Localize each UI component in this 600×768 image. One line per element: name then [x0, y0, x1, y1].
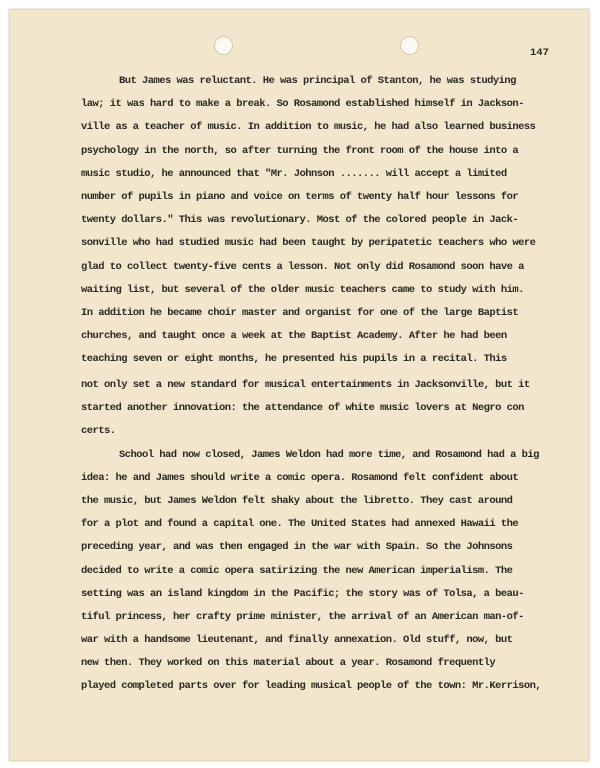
text-line: number of pupils in piano and voice on terms of twenty half hour lessons for: [81, 190, 519, 203]
text-line: tiful princess, her crafty prime minister, the arrival of an American man-of-: [81, 610, 524, 623]
punch-hole-left: [214, 36, 233, 55]
page-number: 147: [530, 47, 549, 59]
text-line: for a plot and found a capital one. The United States had annexed Hawaii the: [81, 518, 519, 531]
paragraph-section-two: [81, 374, 561, 699]
text-line: psychology in the north, so after turning the front room of the house into a: [81, 144, 519, 157]
text-line: teaching seven or eight months, he presented his pupils in a recital. This: [81, 353, 507, 366]
text-line: decided to write a comic opera satirizing the new American imperialism. The: [81, 564, 513, 577]
text-line: School had now closed, James Weldon had more time, and Rosamond had a big: [119, 448, 539, 461]
text-line: certs.: [81, 425, 116, 438]
text-line: In addition he became choir master and organist for one of the large Baptist: [81, 306, 519, 319]
text-line: preceding year, and was then engaged in the war with Spain. So the Johnsons: [81, 541, 513, 554]
text-line: not only set a new standard for musical entertainments in Jacksonville, but it: [81, 379, 530, 391]
text-line: music studio, he announced that "Mr. Johnson ....... will accept a limited: [81, 167, 507, 180]
text-line: setting was an island kingdom in the Pacific; the story was of Tolsa, a beau-: [81, 587, 524, 600]
paragraph-section-one: [81, 70, 561, 371]
text-line: ville as a teacher of music. In addition to music, he had also learned business: [81, 121, 536, 134]
text-line: twenty dollars." This was revolutionary. Most of the colored people in Jack-: [81, 214, 519, 227]
text-line: glad to collect twenty-five cents a lesson. Not only did Rosamond soon have a: [81, 260, 524, 273]
text-line: But James was reluctant. He was principal of Stanton, he was studying: [119, 75, 516, 87]
punch-hole-right: [400, 36, 419, 55]
typewritten-page: [9, 9, 589, 761]
text-line: idea: he and James should write a comic opera. Rosamond felt confident about: [81, 471, 519, 484]
text-line: waiting list, but several of the older music teachers came to study with him.: [81, 283, 524, 296]
text-line: played completed parts over for leading musical people of the town: Mr.Kerrison,: [81, 680, 542, 693]
text-line: churches, and taught once a week at the Baptist Academy. After he had been: [81, 330, 507, 343]
text-line: sonville who had studied music had been taught by peripatetic teachers who were: [81, 237, 536, 250]
text-line: new then. They worked on this material about a year. Rosamond frequently: [81, 657, 496, 670]
text-line: the music, but James Weldon felt shaky about the libretto. They cast around: [81, 494, 513, 507]
text-line: started another innovation: the attendance of white music lovers at Negro con: [81, 402, 524, 415]
text-line: war with a handsome lieutenant, and finally annexation. Old stuff, now, but: [81, 634, 513, 647]
text-line: law; it was hard to make a break. So Rosamond established himself in Jackson-: [81, 98, 524, 111]
